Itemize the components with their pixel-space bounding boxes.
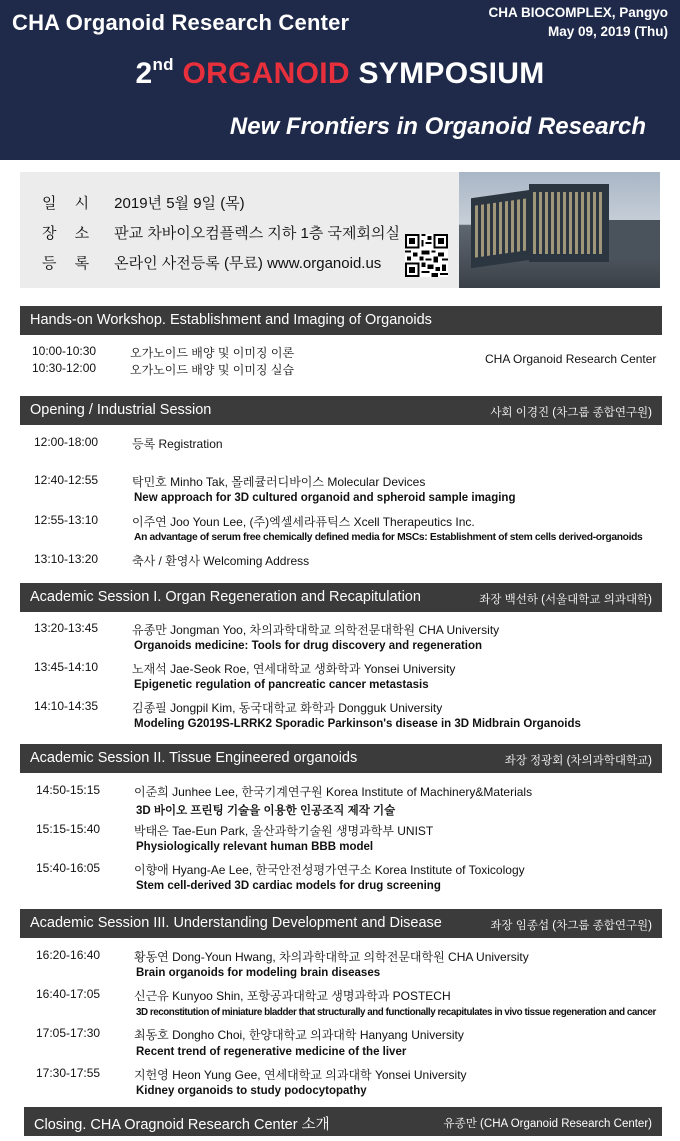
- header-banner: [0, 0, 680, 160]
- schedule-speaker: 이주연 Joo Youn Lee, (주)엑셀세라퓨틱스 Xcell Therapeutics Inc.: [132, 515, 475, 529]
- schedule-time: 12:55-13:10: [34, 513, 99, 527]
- closing-speaker: 유종만 (CHA Organoid Research Center): [443, 1118, 652, 1130]
- schedule-time: 17:30-17:55: [36, 1066, 101, 1080]
- schedule-time: 16:20-16:40: [36, 948, 101, 962]
- talk-title: Recent trend of regenerative medicine of the liver: [136, 1046, 407, 1058]
- schedule-speaker: 이준희 Junhee Lee, 한국기계연구원 Korea Institute of Machinery&Materials: [134, 785, 533, 799]
- symposium-title: [0, 55, 680, 91]
- session-title: Opening / Industrial Session: [30, 402, 212, 418]
- building-photo: [459, 172, 660, 288]
- schedule-time: 16:40-17:05: [36, 987, 101, 1001]
- workshop-topic: 오가노이드 배양 및 이미징 이론: [130, 346, 295, 360]
- schedule-time: 12:40-12:55: [34, 473, 99, 487]
- info-register-value[interactable]: 온라인 사전등록 (무료) www.organoid.us: [114, 255, 382, 272]
- info-box: [20, 172, 660, 288]
- talk-title: Epigenetic regulation of pancreatic cancer metastasis: [134, 679, 429, 691]
- session-chair: 좌장 정광회 (차의과학대학교): [504, 755, 652, 767]
- schedule-speaker: 이향애 Hyang-Ae Lee, 한국안전성평가연구소 Korea Institute of Toxicology: [134, 863, 525, 877]
- talk-title: Modeling G2019S-LRRK2 Sporadic Parkinson's disease in 3D Midbrain Organoids: [134, 718, 581, 730]
- schedule-time: 14:10-14:35: [34, 699, 99, 713]
- schedule-speaker: 축사 / 환영사 Welcoming Address: [132, 554, 310, 568]
- talk-title: 3D 바이오 프린팅 기술을 이용한 인공조직 제작 기술: [136, 805, 396, 817]
- building-right: [609, 220, 660, 260]
- workshop-bar: [20, 306, 662, 335]
- session-chair: 사회 이경진 (차그룹 종합연구원): [490, 407, 652, 419]
- building-windows-left: [475, 198, 527, 257]
- talk-title: Organoids medicine: Tools for drug discovery and regeneration: [134, 640, 483, 652]
- talk-title: An advantage of serum free chemically defined media for MSCs: Establishment of stem cells derived-organoids: [134, 532, 643, 543]
- talk-title: New approach for 3D cultured organoid and spheroid sample imaging: [134, 492, 516, 504]
- info-register-row: [42, 252, 381, 273]
- talk-title: 3D reconstitution of miniature bladder that structurally and functionally recapitulates in vivo tissue regeneration and cancer: [136, 1007, 656, 1018]
- talk-title: Physiologically relevant human BBB model: [136, 841, 374, 853]
- closing-bar: [24, 1107, 662, 1136]
- info-register-label: 등 록: [42, 255, 97, 272]
- schedule-time: 13:20-13:45: [34, 621, 99, 635]
- closing-title: Closing. CHA Oragnoid Research Center 소개: [34, 1117, 330, 1133]
- schedule-speaker: 최동호 Dongho Choi, 한양대학교 의과대학 Hanyang University: [134, 1028, 464, 1042]
- org-name: CHA Organoid Research Center: [12, 10, 350, 35]
- schedule-time: 13:10-13:20: [34, 552, 99, 566]
- info-date-label: 일 시: [42, 195, 97, 212]
- schedule-speaker: 지헌영 Heon Yung Gee, 연세대학교 의과대학 Yonsei University: [134, 1068, 467, 1082]
- session-bar-academic-1: [20, 583, 662, 612]
- event-date: May 09, 2019 (Thu): [547, 24, 668, 39]
- workshop-title: Hands-on Workshop. Establishment and Imaging of Organoids: [30, 312, 432, 328]
- session-chair: 좌장 백선하 (서울대학교 의과대학): [479, 594, 652, 606]
- title-red-word: ORGANOID: [182, 57, 350, 90]
- schedule-speaker: 황동연 Dong-Youn Hwang, 차의과학대학교 의학전문대학원 CHA University: [134, 950, 529, 964]
- title-ordinal-sup: nd: [152, 55, 174, 74]
- schedule-speaker: 노재석 Jae-Seok Roe, 연세대학교 생화학과 Yonsei University: [132, 662, 456, 676]
- schedule-speaker: 신근유 Kunyoo Shin, 포항공과대학교 생명과학과 POSTECH: [134, 989, 451, 1003]
- session-title: Academic Session III. Understanding Development and Disease: [30, 915, 442, 931]
- schedule-time: 15:40-16:05: [36, 861, 101, 875]
- schedule-time: 15:15-15:40: [36, 822, 101, 836]
- building-windows-main: [533, 192, 605, 254]
- qr-code-icon[interactable]: [405, 234, 448, 277]
- workshop-time: 10:30-12:00: [32, 361, 97, 375]
- session-title: Academic Session II. Tissue Engineered organoids: [30, 750, 358, 766]
- schedule-speaker: 유종만 Jongman Yoo, 차의과학대학교 의학전문대학원 CHA University: [132, 623, 500, 637]
- schedule-time: 13:45-14:10: [34, 660, 99, 674]
- info-date-row: [42, 192, 245, 213]
- venue-date-block: [488, 3, 668, 41]
- info-place-row: [42, 222, 400, 243]
- workshop-topic: 오가노이드 배양 및 이미징 실습: [130, 363, 295, 377]
- subtitle: New Frontiers in Organoid Research: [229, 113, 646, 140]
- session-title: Academic Session I. Organ Regeneration and Recapitulation: [30, 589, 421, 605]
- schedule-time: 17:05-17:30: [36, 1026, 101, 1040]
- venue: CHA BIOCOMPLEX, Pangyo: [488, 5, 668, 20]
- workshop-time: 10:00-10:30: [32, 344, 97, 358]
- session-bar-academic-3: [20, 909, 662, 938]
- talk-title: Stem cell-derived 3D cardiac models for drug screening: [136, 880, 441, 892]
- schedule-time: 12:00-18:00: [34, 435, 99, 449]
- talk-title: Brain organoids for modeling brain diseases: [136, 967, 381, 979]
- session-bar-academic-2: [20, 744, 662, 773]
- title-ordinal: 2: [135, 57, 153, 90]
- schedule-speaker: 등록 Registration: [132, 437, 223, 451]
- talk-title: Kidney organoids to study podocytopathy: [136, 1085, 367, 1097]
- session-bar-opening: [20, 396, 662, 425]
- info-place-label: 장 소: [42, 225, 97, 242]
- info-place-value: 판교 차바이오컴플렉스 지하 1층 국제회의실: [114, 225, 401, 242]
- schedule-speaker: 탁민호 Minho Tak, 몰레큘러디바이스 Molecular Devices: [132, 475, 426, 489]
- schedule-speaker: 김종필 Jongpil Kim, 동국대학교 화학과 Dongguk University: [132, 701, 443, 715]
- info-date-value: 2019년 5월 9일 (목): [114, 195, 245, 212]
- schedule-speaker: 박태은 Tae-Eun Park, 울산과학기술원 생명과학부 UNIST: [134, 824, 434, 838]
- workshop-host: CHA Organoid Research Center: [485, 352, 657, 366]
- session-chair: 좌장 임종섭 (차그룹 종합연구원): [490, 920, 652, 932]
- title-rest: SYMPOSIUM: [358, 57, 545, 90]
- schedule-time: 14:50-15:15: [36, 783, 101, 797]
